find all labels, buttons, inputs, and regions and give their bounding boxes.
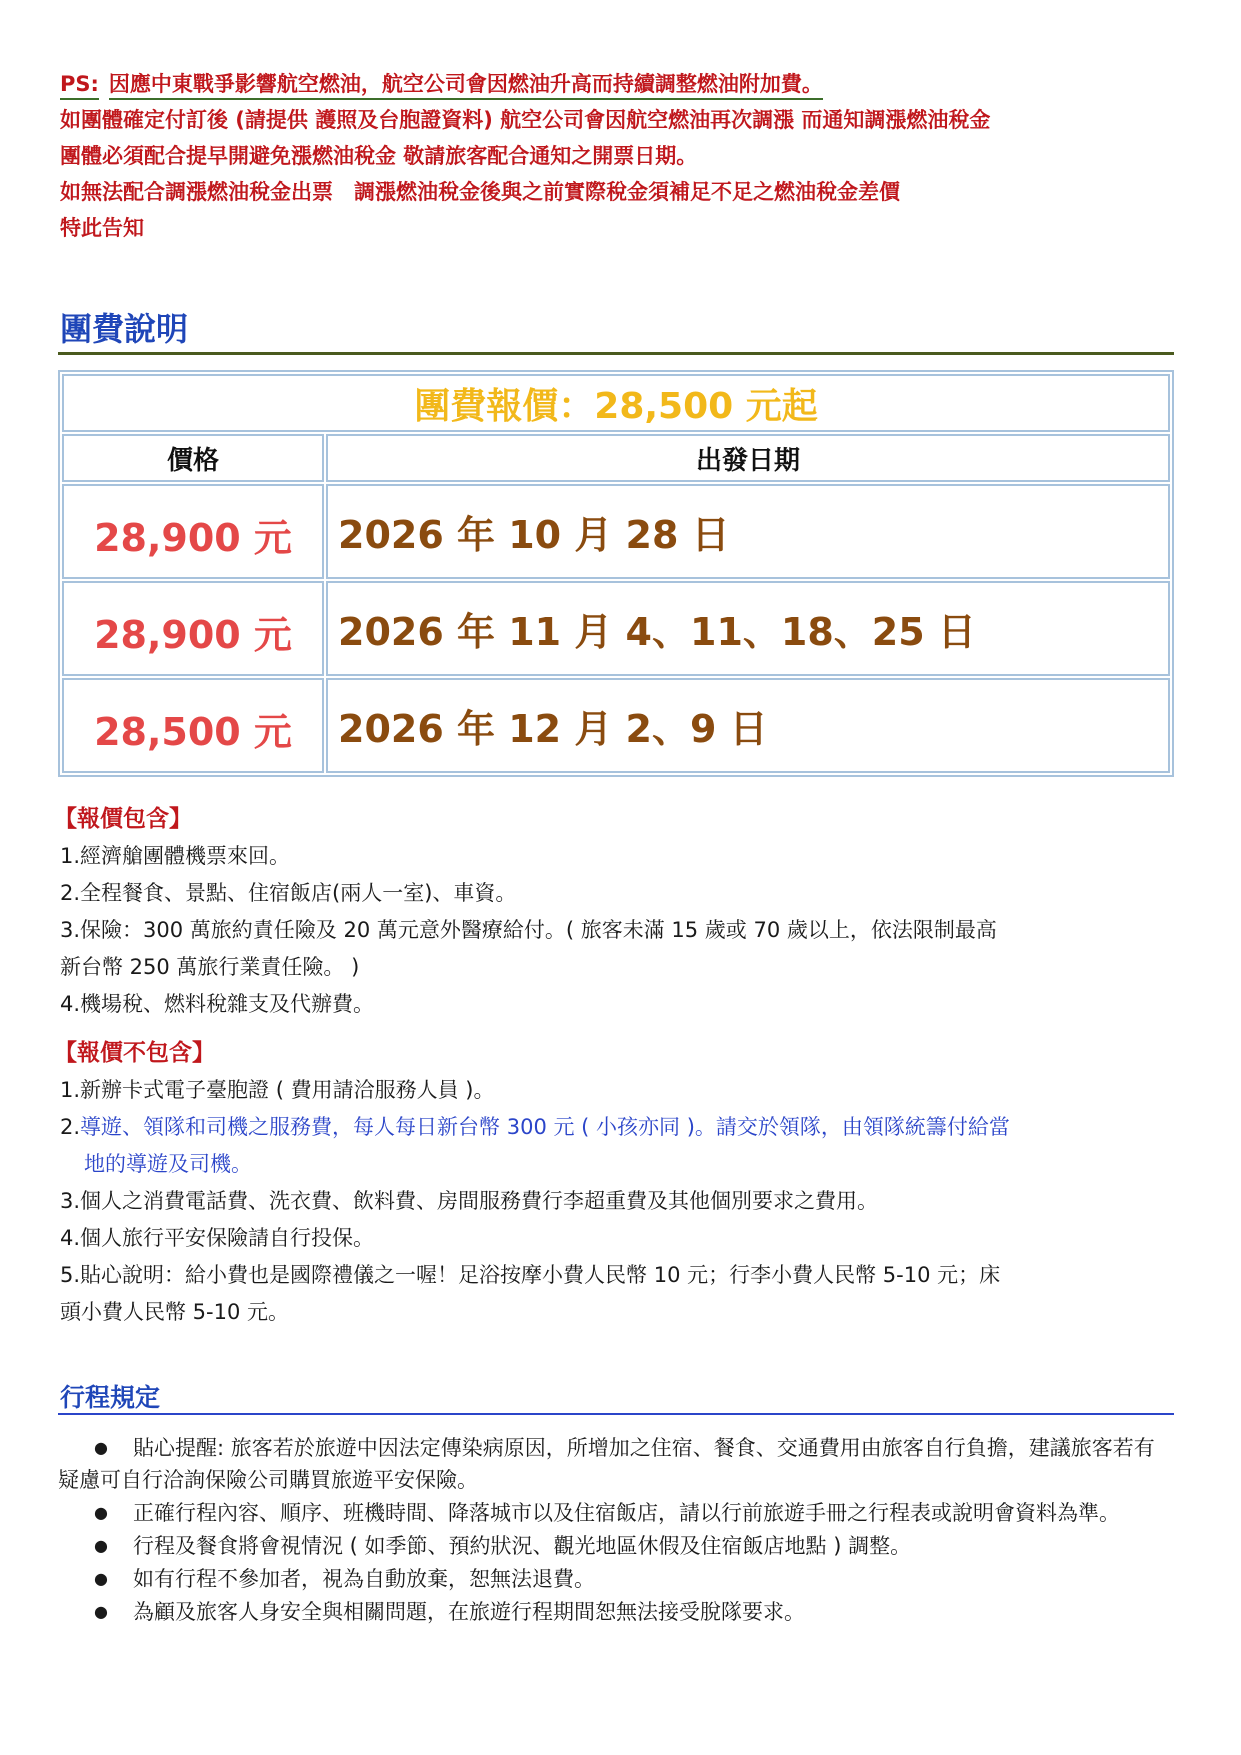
- excluded-section: [54, 1034, 1180, 1331]
- excluded-item: 1.新辦卡式電子臺胞證 ( 費用請洽服務人員 )。: [60, 1078, 495, 1102]
- date-column-header: 出發日期: [326, 434, 1170, 482]
- included-heading: 【報價包含】: [54, 806, 192, 832]
- excluded-item: [60, 1109, 1180, 1146]
- included-item: 1.經濟艙團體機票來回。: [60, 844, 291, 868]
- service-fee-text-cont: 地的導遊及司機。: [84, 1152, 252, 1176]
- table-row: [62, 581, 1170, 676]
- included-item: 3.保險：300 萬旅約責任險及 20 萬元意外醫療給付。( 旅客未滿 15 歲或 70 歲以上，依法限制最高: [60, 918, 997, 942]
- rule-text: 如有行程不參加者，視為自動放棄，恕無法退費。: [133, 1567, 595, 1591]
- included-item: 新台幣 250 萬旅行業責任險。 ): [60, 955, 360, 979]
- notice-line-5: 特此告知: [60, 216, 144, 240]
- excluded-item: 3.個人之消費電話費、洗衣費、飲料費、房間服務費行李超重費及其他個別要求之費用。: [60, 1189, 879, 1213]
- notice-line-4: 如無法配合調漲燃油稅金出票 調漲燃油稅金後與之前實際稅金須補足不足之燃油稅金差價: [60, 180, 900, 204]
- notice-text-1: 因應中東戰爭影響航空燃油，航空公司會因燃油升高而持續調整燃油附加費。: [109, 72, 823, 100]
- excluded-item: 5.貼心說明：給小費也是國際禮儀之一喔！足浴按摩小費人民幣 10 元；行李小費人民幣 5-10 元；床: [60, 1263, 1001, 1287]
- bullet-icon: ●: [94, 1503, 108, 1522]
- table-row: [62, 484, 1170, 579]
- fee-title-divider: [58, 352, 1174, 355]
- included-item: 2.全程餐食、景點、住宿飯店(兩人一室)、車資。: [60, 881, 517, 905]
- notice-line-1: [60, 66, 1190, 102]
- list-item: [60, 1563, 1165, 1595]
- fee-section-title: 團費說明: [60, 310, 189, 348]
- row-dates: 2026 年 12 月 2、9 日: [326, 678, 1170, 773]
- notice-line-2: 如團體確定付訂後 (請提供 護照及台胞證資料) 航空公司會因航空燃油再次調漲 而通知調漲燃油稅金: [60, 108, 991, 132]
- excluded-heading: 【報價不包含】: [54, 1040, 215, 1066]
- row-dates: 2026 年 10 月 28 日: [326, 484, 1170, 579]
- bullet-icon: ●: [94, 1602, 108, 1621]
- fuel-surcharge-notice: [60, 66, 1190, 246]
- included-item: 4.機場稅、燃料稅雜支及代辦費。: [60, 992, 375, 1016]
- excluded-item-number: 2.: [60, 1115, 81, 1139]
- list-item: [60, 1530, 1165, 1562]
- ps-label: PS:: [60, 72, 99, 100]
- bullet-icon: ●: [94, 1569, 108, 1588]
- rules-section-title: 行程規定: [60, 1383, 161, 1412]
- row-price: 28,900 元: [62, 581, 324, 676]
- notice-line-3: 團體必須配合提早開避免漲燃油稅金 敬請旅客配合通知之開票日期。: [60, 144, 698, 168]
- row-dates: 2026 年 11 月 4、11、18、25 日: [326, 581, 1170, 676]
- bullet-icon: ●: [94, 1438, 108, 1457]
- service-fee-text: 導遊、領隊和司機之服務費，每人每日新台幣 300 元 ( 小孩亦同 )。請交於領隊，由領隊統籌付給當: [80, 1115, 1010, 1139]
- excluded-item-cont: 頭小費人民幣 5-10 元。: [60, 1300, 290, 1324]
- price-table: [58, 370, 1174, 777]
- rule-text: 正確行程內容、順序、班機時間、降落城市以及住宿飯店，請以行前旅遊手冊之行程表或說明會資料為準。: [133, 1501, 1120, 1525]
- included-section: [54, 800, 1180, 1023]
- row-price: 28,500 元: [62, 678, 324, 773]
- rule-text: 為顧及旅客人身安全與相關問題，在旅遊行程期間恕無法接受脫隊要求。: [133, 1600, 805, 1624]
- price-banner: 團費報價：28,500 元起: [62, 374, 1170, 432]
- rule-text: 行程及餐食將會視情況 ( 如季節、預約狀況、觀光地區休假及住宿飯店地點 ) 調整。: [133, 1534, 912, 1558]
- list-item: [60, 1497, 1165, 1529]
- row-price: 28,900 元: [62, 484, 324, 579]
- rules-title-divider: [58, 1413, 1174, 1415]
- bullet-icon: ●: [94, 1536, 108, 1555]
- list-item: [60, 1432, 1165, 1496]
- rule-text: 貼心提醒: 旅客若於旅遊中因法定傳染病原因，所增加之住宿、餐食、交通費用由旅客自行負擔，建議旅客若有疑慮可自行洽詢保險公司購買旅遊平安保險。: [58, 1436, 1155, 1492]
- table-row: [62, 678, 1170, 773]
- price-column-header: 價格: [62, 434, 324, 482]
- excluded-item: 4.個人旅行平安保險請自行投保。: [60, 1226, 375, 1250]
- rules-list: [60, 1432, 1165, 1629]
- list-item: [60, 1596, 1165, 1628]
